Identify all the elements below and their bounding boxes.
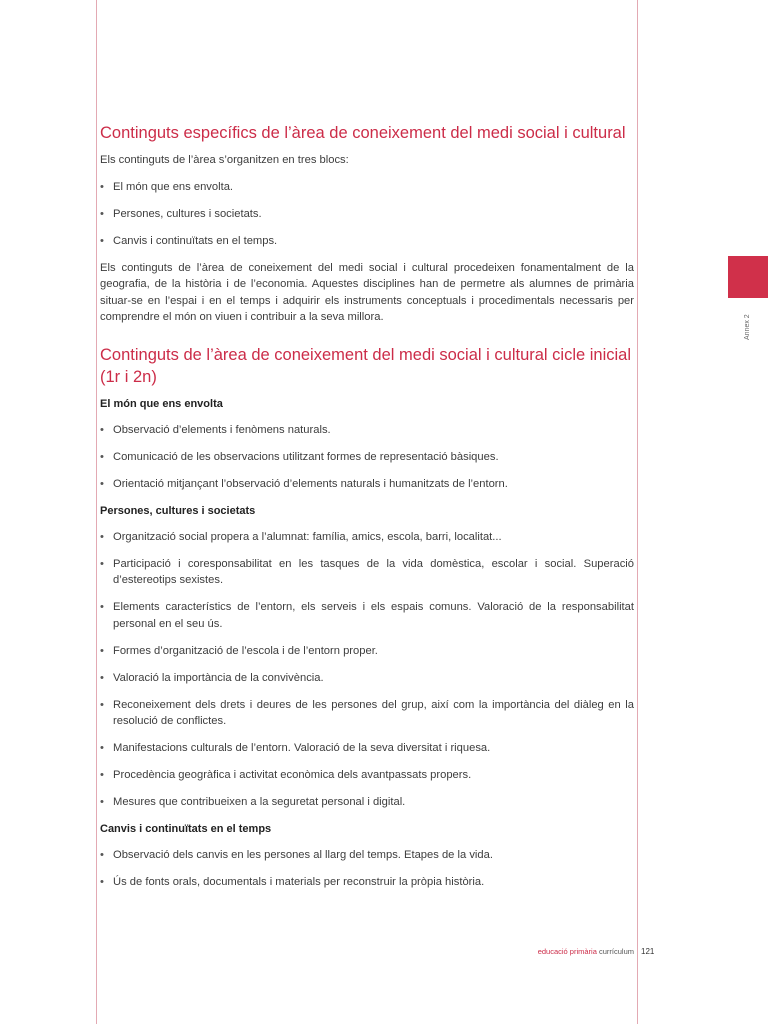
list-item: • Ús de fonts orals, documentals i materials per reconstruir la pròpia història. [100, 874, 634, 891]
section1-block-list [100, 179, 634, 250]
group-list-persones [100, 529, 634, 811]
footer-publication-grey: currículum [598, 947, 634, 956]
list-item: • Elements característics de l’entorn, els serveis i els espais comuns. Valoració de la responsabilitat personal en el seu ús. [100, 599, 634, 632]
group-list-canvis [100, 847, 634, 891]
list-item: • Formes d’organització de l’escola i de l’entorn proper. [100, 643, 634, 660]
group-heading-canvis: Canvis i continuïtats en el temps [100, 823, 272, 835]
annex-side-label: Annex 2 [744, 314, 751, 340]
group-heading-mon: El món que ens envolta [100, 397, 223, 410]
footer-publication-red: educació primària [537, 947, 597, 956]
footer-publication [450, 945, 634, 959]
right-margin-rule [637, 0, 638, 1024]
list-item: • Organització social propera a l’alumnat: família, amics, escola, barri, localitat... [100, 529, 634, 546]
section1-intro: Els continguts de l’àrea s’organitzen en tres blocs: [100, 154, 349, 166]
list-item: • El món que ens envolta. [100, 179, 634, 196]
list-item: • Participació i coresponsabilitat en les tasques de la vida domèstica, escolar i social. Superació d’estereotips sexistes. [100, 556, 634, 589]
section1-paragraph: Els continguts de l’àrea de coneixement del medi social i cultural procedeixen fonamentalment de la geografia, de la història i de l’economia. Aquestes disciplines han de permetre als alumnes de primària situar-se en l’espai i en el temps i adquirir els instruments conceptuals i procedimentals necessaris per comprendre el món on viuen i contribuir a la seva millora. [100, 261, 634, 323]
annex-tab-marker [728, 256, 768, 298]
list-item: • Observació d’elements i fenòmens naturals. [100, 422, 634, 439]
left-margin-rule [96, 0, 97, 1024]
list-item: • Valoració la importància de la convivència. [100, 670, 634, 687]
list-item: • Observació dels canvis en les persones al llarg del temps. Etapes de la vida. [100, 847, 634, 864]
page-number: 121 [641, 947, 655, 956]
group-list-mon [100, 422, 634, 493]
list-item: • Orientació mitjançant l’observació d’elements naturals i humanitzats de l’entorn. [100, 476, 634, 493]
list-item: • Procedència geogràfica i activitat econòmica dels avantpassats propers. [100, 767, 634, 784]
section1-title: Continguts específics de l’àrea de coneixement del medi social i cultural [100, 124, 626, 142]
page-content [100, 122, 634, 901]
list-item: • Mesures que contribueixen a la seguretat personal i digital. [100, 794, 634, 811]
section2-title: Continguts de l’àrea de coneixement del medi social i cultural cicle inicial (1r i 2n) [100, 345, 632, 386]
list-item: • Comunicació de les observacions utilitzant formes de representació bàsiques. [100, 449, 634, 466]
list-item: • Persones, cultures i societats. [100, 206, 634, 223]
group-heading-persones: Persones, cultures i societats [100, 504, 256, 517]
list-item: • Canvis i continuïtats en el temps. [100, 233, 634, 250]
list-item: • Reconeixement dels drets i deures de les persones del grup, així com la importància del diàleg en la resolució de conflictes. [100, 697, 634, 730]
list-item: • Manifestacions culturals de l’entorn. Valoració de la seva diversitat i riquesa. [100, 740, 634, 757]
